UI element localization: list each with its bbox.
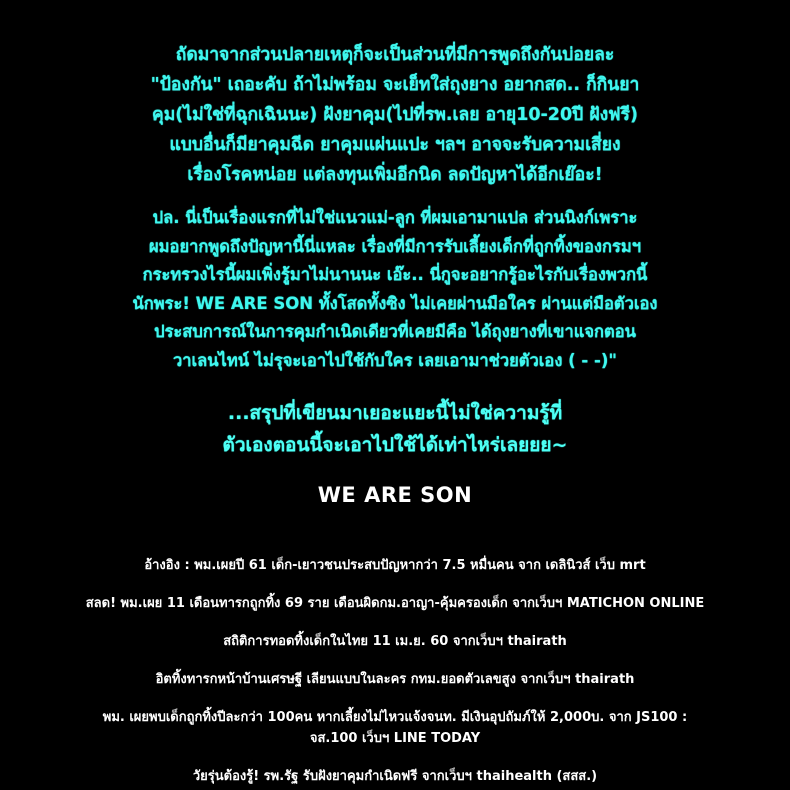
reference-item [28,766,762,787]
paragraph-two-line: กระทรวงไรนี้ผมเพิ่งรู้มาไม่นานนะ เอ๊ะ.. นี่กูจะอยากรู้อะไรกับเรื่องพวกนี้ [142,265,648,284]
paragraph-one-line: เรื่องโรคหน่อย แต่ลงทุนเพิ่มอีกนิด ลดปัญหาได้อีกเย๊อะ! [187,165,603,185]
reference-item [28,707,762,749]
paragraph-one-line: "ป้องกัน" เถอะคับ ถ้าไม่พร้อม จะเย็ทใส่ถุงยาง อยากสด.. ก็กินยา [150,75,640,95]
reference-item [28,631,762,652]
reference-item [28,593,762,614]
paragraph-two-line: ผมอยากพูดถึงปัญหานี้นี่แหละ เรื่องที่มีการรับเลี้ยงเด็กที่ถูกทิ้งของกรมฯ [148,236,641,256]
reference-item [28,669,762,690]
paragraph-three-line: ตัวเองตอนนี้จะเอาไปใช้ได้เท่าไหร่เลยยย~ [222,434,568,456]
paragraph-two-line: ปล. นี่เป็นเรื่องแรกที่ไม่ใช่แนวแม่-ลูก ที่ผมเอามาแปล ส่วนนิงก์เพราะ [152,208,638,227]
paragraph-one-line: คุม(ไม่ใช่ที่ฉุกเฉินนะ) ฝังยาคุม(ไปที่รพ.เลย อายุ10-20ปี ฝังฟรี) [152,105,638,125]
paragraph-three-line: ...สรุปที่เขียนมาเยอะแยะนี้ไม่ใช่ความรู้ที่ [227,402,563,424]
references-list [28,555,762,787]
reference-item [28,555,762,576]
paragraph-two [28,204,762,375]
paragraph-two-line: นักพระ! WE ARE SON ทั้งโสดทั้งซิง ไม่เคยผ่านมือใคร ผ่านแต่มือตัวเอง [132,293,658,313]
paragraph-one-line: ถัดมาจากส่วนปลายเหตุก็จะเป็นส่วนที่มีการพูดถึงกันบ่อยละ [175,45,615,65]
brand-title: WE ARE SON [317,483,473,507]
paragraph-two-line: วาเลนไทน์ ไม่รุจะเอาไปใช้กับใคร เลยเอามาช่วยตัวเอง ( - -)" [172,350,618,370]
reference-line: สถิติการทอดทิ้งเด็กในไทย 11 เม.ย. 60 จากเว็บฯ thairath [223,634,567,649]
paragraph-three [28,397,762,461]
paragraph-one [28,40,762,190]
paragraph-one-line: แบบอื่นก็มียาคุมฉีด ยาคุมแผ่นแปะ ฯลฯ อาจจะรับความเสี่ยง [169,135,621,155]
reference-line: พม. เผยพบเด็กถูกทิ้งปีละกว่า 100คน หากเลี้ยงไม่ไหวแจ้งจนท. มีเงินอุปถัมภ์ให้ 2,000บ. จาก JS100 : [102,710,688,725]
reference-line: อิตทิ้งทารกหน้าบ้านเศรษฐี เลียนแบบในละคร กทม.ยอดตัวเลขสูง จากเว็บฯ thairath [155,672,635,687]
reference-line: อ้างอิง : พม.เผยปี 61 เด็ก-เยาวชนประสบปัญหากว่า 7.5 หมื่นคน จาก เดลินิวส์ เว็บ mrt [144,558,646,573]
paragraph-two-line: ประสบการณ์ในการคุมกำเนิดเดียวที่เคยมีคือ ได้ถุงยางที่เขาแจกตอน [154,322,636,341]
reference-line: จส.100 เว็บฯ LINE TODAY [309,731,481,746]
reference-line: วัยรุ่นต้องรู้! รพ.รัฐ รับฝังยาคุมกำเนิดฟรี จากเว็บฯ thaihealth (สสส.) [192,769,598,784]
reference-line: สลด! พม.เผย 11 เดือนทารกถูกทิ้ง 69 ราย เดือนผิดกม.อาญา-คุ้มครองเด็ก จากเว็บฯ MATICHON ONLINE [85,596,705,611]
